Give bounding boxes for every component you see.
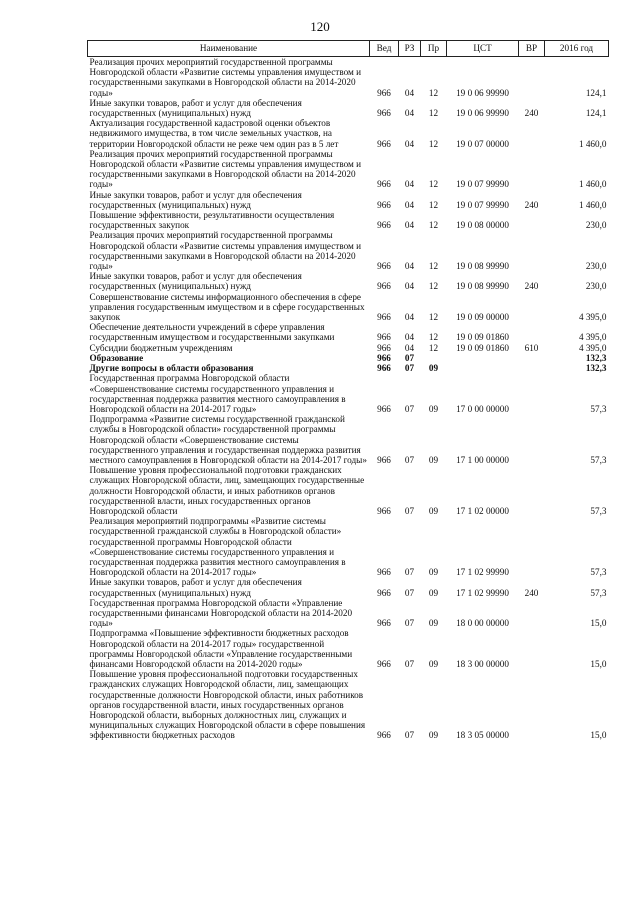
row-cst: 17 1 00 00000 bbox=[456, 454, 509, 465]
row-vr bbox=[519, 373, 545, 414]
row-sum: 230,0 bbox=[585, 281, 607, 292]
row-sum: 124,1 bbox=[585, 108, 607, 119]
row-sum: 4 395,0 bbox=[578, 342, 607, 353]
row-sum: 57,3 bbox=[590, 505, 607, 516]
row-cst: 19 0 06 99990 bbox=[456, 87, 509, 98]
table-row bbox=[88, 210, 609, 230]
row-pr: 12 bbox=[428, 342, 439, 353]
row-cst: 18 3 05 00000 bbox=[456, 730, 509, 741]
row-cst: 19 0 07 99990 bbox=[456, 199, 509, 210]
page-number: 120 bbox=[310, 19, 330, 34]
row-cst: 19 0 07 99990 bbox=[456, 179, 509, 190]
row-rz: 07 bbox=[404, 352, 415, 363]
row-sum: 230,0 bbox=[585, 220, 607, 231]
row-sum: 57,3 bbox=[590, 587, 607, 598]
header-year: 2016 год bbox=[545, 41, 609, 57]
header-name: Наименование bbox=[88, 41, 370, 57]
row-name: Образование bbox=[89, 352, 144, 363]
row-vr bbox=[519, 292, 545, 323]
row-rz: 07 bbox=[404, 618, 415, 629]
row-cst: 17 1 02 99990 bbox=[456, 587, 509, 598]
table-row bbox=[88, 577, 609, 597]
row-name: Подпрограмма «Повышение эффективности бюджетных расходов Новгородской области на 2014-2017 годы» государственной программы Новгородской области «Управление государственными финансами Новгородской области на 2014-2020 годы» bbox=[89, 628, 353, 669]
row-rz: 04 bbox=[404, 332, 415, 343]
header-ved: Вед bbox=[370, 41, 399, 57]
row-vr: 240 bbox=[524, 199, 539, 210]
table-row bbox=[88, 190, 609, 210]
row-cst: 19 0 07 00000 bbox=[456, 138, 509, 149]
row-cst: 19 0 09 00000 bbox=[456, 312, 509, 323]
row-sum: 132,3 bbox=[585, 363, 607, 374]
row-ved: 966 bbox=[377, 363, 391, 374]
row-name: Иные закупки товаров, работ и услуг для обеспечения государственных (муниципальных) нужд bbox=[89, 97, 302, 119]
table-row bbox=[88, 322, 609, 342]
row-sum: 1 460,0 bbox=[578, 179, 607, 190]
row-sum: 4 395,0 bbox=[578, 332, 607, 343]
row-vr bbox=[519, 516, 545, 577]
row-pr: 09 bbox=[428, 567, 439, 578]
budget-table bbox=[87, 40, 609, 741]
row-name: Актуализация государственной кадастровой оценки объектов недвижимого имущества, в том числе земельных участков, на территории Новгородской области не реже чем один раз в 5 лет bbox=[89, 118, 339, 149]
row-cst: 19 0 06 99990 bbox=[456, 108, 509, 119]
row-pr: 12 bbox=[428, 281, 439, 292]
row-ved: 966 bbox=[377, 454, 391, 465]
row-pr: 09 bbox=[428, 505, 439, 516]
row-vr bbox=[519, 118, 545, 149]
row-pr: 12 bbox=[428, 332, 439, 343]
row-sum: 124,1 bbox=[585, 87, 607, 98]
row-cst: 17 1 02 99990 bbox=[456, 567, 509, 578]
row-ved: 966 bbox=[377, 179, 391, 190]
row-ved: 966 bbox=[377, 87, 391, 98]
table-row bbox=[88, 98, 609, 118]
row-pr: 09 bbox=[428, 587, 439, 598]
table-row bbox=[88, 669, 609, 740]
row-sum: 57,3 bbox=[590, 403, 607, 414]
row-rz: 04 bbox=[404, 220, 415, 231]
row-name: Субсидии бюджетным учреждениям bbox=[89, 342, 233, 353]
row-ved: 966 bbox=[377, 108, 391, 119]
row-ved: 966 bbox=[377, 138, 391, 149]
row-cst: 19 0 08 00000 bbox=[456, 220, 509, 231]
row-sum: 57,3 bbox=[590, 454, 607, 465]
row-name: Повышение уровня профессиональной подготовки гражданских служащих Новгородской области, лиц, замещающих государственные должности Новгородской области, и иных работников органов государственной власти, иных государственных органов Новгородской области bbox=[89, 465, 365, 516]
row-ved: 966 bbox=[377, 618, 391, 629]
row-rz: 04 bbox=[404, 179, 415, 190]
row-vr bbox=[519, 414, 545, 465]
header-vr: ВР bbox=[519, 41, 545, 57]
header-rz: РЗ bbox=[399, 41, 421, 57]
row-cst: 19 0 09 01860 bbox=[456, 332, 509, 343]
row-name: Реализация прочих мероприятий государственной программы Новгородской области «Развитие системы управления имуществом и государственными закупками в Новгородской области на 2014-2020 годы» bbox=[89, 57, 362, 98]
row-pr: 12 bbox=[428, 312, 439, 323]
row-name: Другие вопросы в области образования bbox=[89, 363, 254, 374]
row-cst bbox=[447, 353, 519, 363]
row-rz: 07 bbox=[404, 505, 415, 516]
row-ved: 966 bbox=[377, 342, 391, 353]
row-ved: 966 bbox=[377, 281, 391, 292]
table-row bbox=[88, 414, 609, 465]
row-ved: 966 bbox=[377, 261, 391, 272]
row-pr: 09 bbox=[428, 403, 439, 414]
row-name: Иные закупки товаров, работ и услуг для обеспечения государственных (муниципальных) нужд bbox=[89, 271, 302, 292]
row-sum: 57,3 bbox=[590, 567, 607, 578]
row-rz: 07 bbox=[404, 730, 415, 741]
row-pr: 12 bbox=[428, 138, 439, 149]
row-cst: 17 0 00 00000 bbox=[456, 403, 509, 414]
row-ved: 966 bbox=[377, 658, 391, 669]
row-name: Совершенствование системы информационного обеспечения в сфере управления государственным имуществом и в сфере государственных закупок bbox=[89, 291, 365, 323]
row-rz: 07 bbox=[404, 567, 415, 578]
row-pr bbox=[421, 353, 447, 363]
row-vr: 240 bbox=[524, 281, 539, 292]
row-ved: 966 bbox=[377, 312, 391, 323]
row-rz: 04 bbox=[404, 342, 415, 353]
row-vr bbox=[519, 57, 545, 98]
row-pr: 09 bbox=[428, 618, 439, 629]
row-name: Иные закупки товаров, работ и услуг для обеспечения государственных (муниципальных) нужд bbox=[89, 189, 302, 210]
table-row bbox=[88, 271, 609, 291]
header-pr: Пр bbox=[421, 41, 447, 57]
row-vr bbox=[519, 363, 545, 373]
row-ved: 966 bbox=[377, 332, 391, 343]
table-row bbox=[88, 292, 609, 323]
row-vr: 240 bbox=[524, 587, 539, 598]
row-rz: 04 bbox=[404, 261, 415, 272]
row-sum: 15,0 bbox=[590, 618, 607, 629]
row-ved: 966 bbox=[377, 352, 391, 363]
row-ved: 966 bbox=[377, 505, 391, 516]
row-name: Иные закупки товаров, работ и услуг для обеспечения государственных (муниципальных) нужд bbox=[89, 577, 302, 598]
row-cst: 19 0 08 99990 bbox=[456, 281, 509, 292]
row-sum: 230,0 bbox=[585, 261, 607, 272]
row-sum: 1 460,0 bbox=[578, 199, 607, 210]
row-ved: 966 bbox=[377, 403, 391, 414]
row-vr bbox=[519, 210, 545, 230]
row-ved: 966 bbox=[377, 567, 391, 578]
row-vr bbox=[519, 149, 545, 190]
table-row bbox=[88, 516, 609, 577]
row-name: Подпрограмма «Развитие системы государственной гражданской службы в Новгородской области» государственной программы Новгородской области «Совершенствование системы государственного управления и государственная поддержка развития местного самоуправления в Новгородской области на 2014-2017 годы» bbox=[89, 414, 367, 465]
row-ved: 966 bbox=[377, 587, 391, 598]
table-row bbox=[88, 598, 609, 629]
table-body bbox=[88, 57, 609, 741]
row-rz: 04 bbox=[404, 138, 415, 149]
row-rz: 04 bbox=[404, 312, 415, 323]
row-name: Повышение эффективности, результативности осуществления государственных закупок bbox=[89, 210, 335, 231]
table-row bbox=[88, 118, 609, 149]
row-vr: 240 bbox=[524, 108, 539, 119]
row-rz: 07 bbox=[404, 363, 415, 374]
row-cst bbox=[447, 363, 519, 373]
row-pr: 12 bbox=[428, 108, 439, 119]
row-pr: 12 bbox=[428, 220, 439, 231]
table-row bbox=[88, 465, 609, 516]
row-cst: 18 3 00 00000 bbox=[456, 658, 509, 669]
row-vr bbox=[519, 230, 545, 271]
row-ved: 966 bbox=[377, 220, 391, 231]
row-name: Реализация мероприятий подпрограммы «Развитие системы государственной гражданской службы в Новгородской области» государственной программы Новгородской области «Совершенствование системы государственного управления и государственная поддержка развития местного самоуправления в Новгородской области на 2014-2017 годы» bbox=[89, 516, 346, 578]
row-sum: 132,3 bbox=[585, 352, 607, 363]
row-rz: 07 bbox=[404, 658, 415, 669]
row-cst: 18 0 00 00000 bbox=[456, 618, 509, 629]
row-vr bbox=[519, 322, 545, 342]
row-ved: 966 bbox=[377, 730, 391, 741]
row-rz: 04 bbox=[404, 108, 415, 119]
row-name: Государственная программа Новгородской области «Управление государственными финансами Новгородской области на 2014-2020 годы» bbox=[89, 597, 353, 629]
table-row bbox=[88, 149, 609, 190]
row-vr bbox=[519, 465, 545, 516]
row-rz: 07 bbox=[404, 587, 415, 598]
row-rz: 07 bbox=[404, 403, 415, 414]
row-name: Обеспечение деятельности учреждений в сфере управления государственным имуществом и государственными закупками bbox=[89, 322, 335, 343]
table-row bbox=[88, 343, 609, 353]
table-row bbox=[88, 373, 609, 414]
row-cst: 19 0 09 01860 bbox=[456, 342, 509, 353]
row-rz: 04 bbox=[404, 281, 415, 292]
table-header-row bbox=[88, 41, 609, 57]
row-rz: 04 bbox=[404, 87, 415, 98]
row-pr: 12 bbox=[428, 261, 439, 272]
row-pr: 09 bbox=[428, 730, 439, 741]
row-pr: 09 bbox=[428, 658, 439, 669]
row-pr: 12 bbox=[428, 199, 439, 210]
table-row bbox=[88, 353, 609, 363]
row-sum: 1 460,0 bbox=[578, 138, 607, 149]
row-ved: 966 bbox=[377, 199, 391, 210]
row-sum: 15,0 bbox=[590, 730, 607, 741]
row-vr bbox=[519, 353, 545, 363]
row-vr bbox=[519, 598, 545, 629]
table-row bbox=[88, 363, 609, 373]
row-pr: 09 bbox=[428, 454, 439, 465]
table-row bbox=[88, 628, 609, 669]
row-name: Повышение уровня профессиональной подготовки государственных гражданских служащих Новгородской области, лиц, замещающих государственные должности Новгородской области, иных работников органов государственной власти, иных государственных органов Новгородской области, выборных должностных лиц, служащих и муниципальных служащих Новгородской области в сфере повышения эффективности бюджетных расходов bbox=[89, 669, 366, 741]
row-cst: 19 0 08 99990 bbox=[456, 261, 509, 272]
row-pr: 09 bbox=[428, 363, 439, 374]
row-name: Реализация прочих мероприятий государственной программы Новгородской области «Развитие системы управления имуществом и государственными закупками в Новгородской области на 2014-2020 годы» bbox=[89, 148, 362, 190]
row-name: Государственная программа Новгородской области «Совершенствование системы государственного управления и государственная поддержка развития местного самоуправления в Новгородской области на 2014-2017 годы» bbox=[89, 373, 346, 414]
table-row bbox=[88, 230, 609, 271]
row-cst: 17 1 02 00000 bbox=[456, 505, 509, 516]
row-vr bbox=[519, 628, 545, 669]
row-sum: 4 395,0 bbox=[578, 312, 607, 323]
row-vr: 610 bbox=[524, 342, 539, 353]
header-cst: ЦСТ bbox=[447, 41, 519, 57]
row-vr bbox=[519, 669, 545, 740]
row-sum: 15,0 bbox=[590, 658, 607, 669]
row-rz: 04 bbox=[404, 199, 415, 210]
table-row bbox=[88, 57, 609, 98]
row-name: Реализация прочих мероприятий государственной программы Новгородской области «Развитие системы управления имуществом и государственными закупками в Новгородской области на 2014-2020 годы» bbox=[89, 230, 362, 272]
row-pr: 12 bbox=[428, 87, 439, 98]
row-pr: 12 bbox=[428, 179, 439, 190]
row-rz: 07 bbox=[404, 454, 415, 465]
